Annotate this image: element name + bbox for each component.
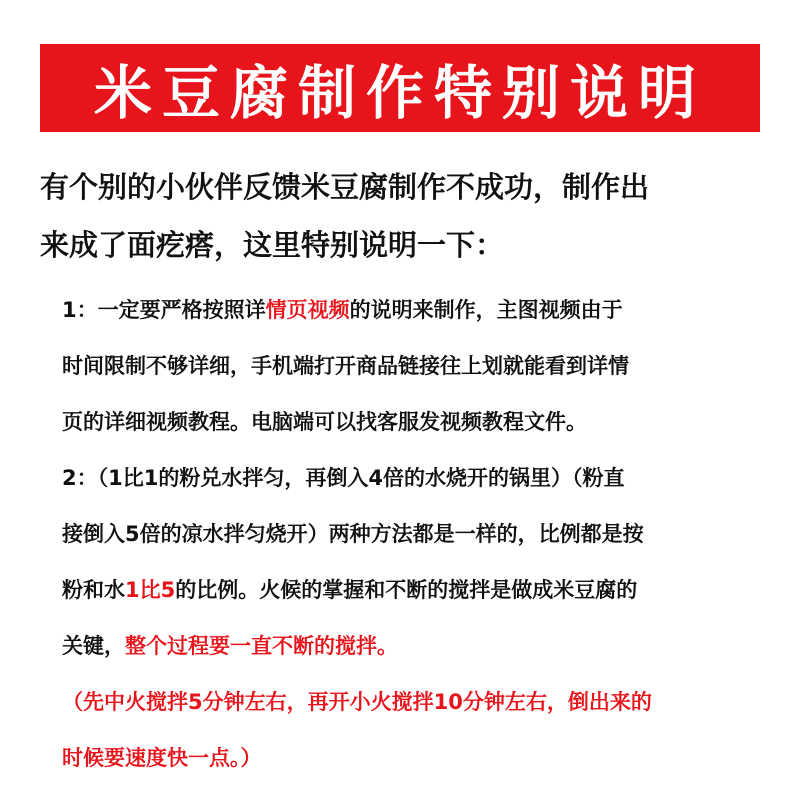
note-1-line-2: 时间限制不够详细，手机端打开商品链接往上划就能看到详情 xyxy=(62,354,629,378)
instructions-block xyxy=(62,282,782,786)
page-title: 米豆腐制作特别说明 xyxy=(93,59,706,127)
note-1-text-b: 的说明来制作，主图视频由于 xyxy=(349,298,623,322)
note-2-line-3 xyxy=(62,562,782,618)
title-banner xyxy=(40,44,760,132)
note-2-line-2: 接倒入5倍的凉水拌匀烧开）两种方法都是一样的，比例都是按 xyxy=(62,522,644,546)
note-2-text-a: 粉和水 xyxy=(62,578,125,602)
stirring-highlight: 整个过程要一直不断的搅拌。 xyxy=(125,634,398,658)
note-1-line-1 xyxy=(62,282,782,338)
intro-line-1: 有个别的小伙伴反馈米豆腐制作不成功，制作出 xyxy=(40,170,650,204)
note-2-line-4 xyxy=(62,618,782,674)
note-1-text-a: 1：一定要严格按照详 xyxy=(62,298,266,322)
note-2-text-c: 关键， xyxy=(62,634,125,658)
note-1-line-3: 页的详细视频教程。电脑端可以找客服发视频教程文件。 xyxy=(62,410,587,434)
video-highlight: 情页视频 xyxy=(265,298,350,322)
intro-paragraph xyxy=(40,158,770,274)
note-2-line-1: 2：（1比1的粉兑水拌匀，再倒入4倍的水烧开的锅里）（粉直 xyxy=(62,466,625,490)
note-2-text-b: 的比例。火候的掌握和不断的搅拌是做成米豆腐的 xyxy=(175,578,638,602)
note-3-line-2: 时候要速度快一点。） xyxy=(62,746,262,770)
note-3-line-1: （先中火搅拌5分钟左右，再开小火搅拌10分钟左右，倒出来的 xyxy=(62,690,652,714)
ratio-highlight: 1比5 xyxy=(125,578,176,602)
intro-line-2: 来成了面疙瘩，这里特别说明一下： xyxy=(40,228,505,262)
